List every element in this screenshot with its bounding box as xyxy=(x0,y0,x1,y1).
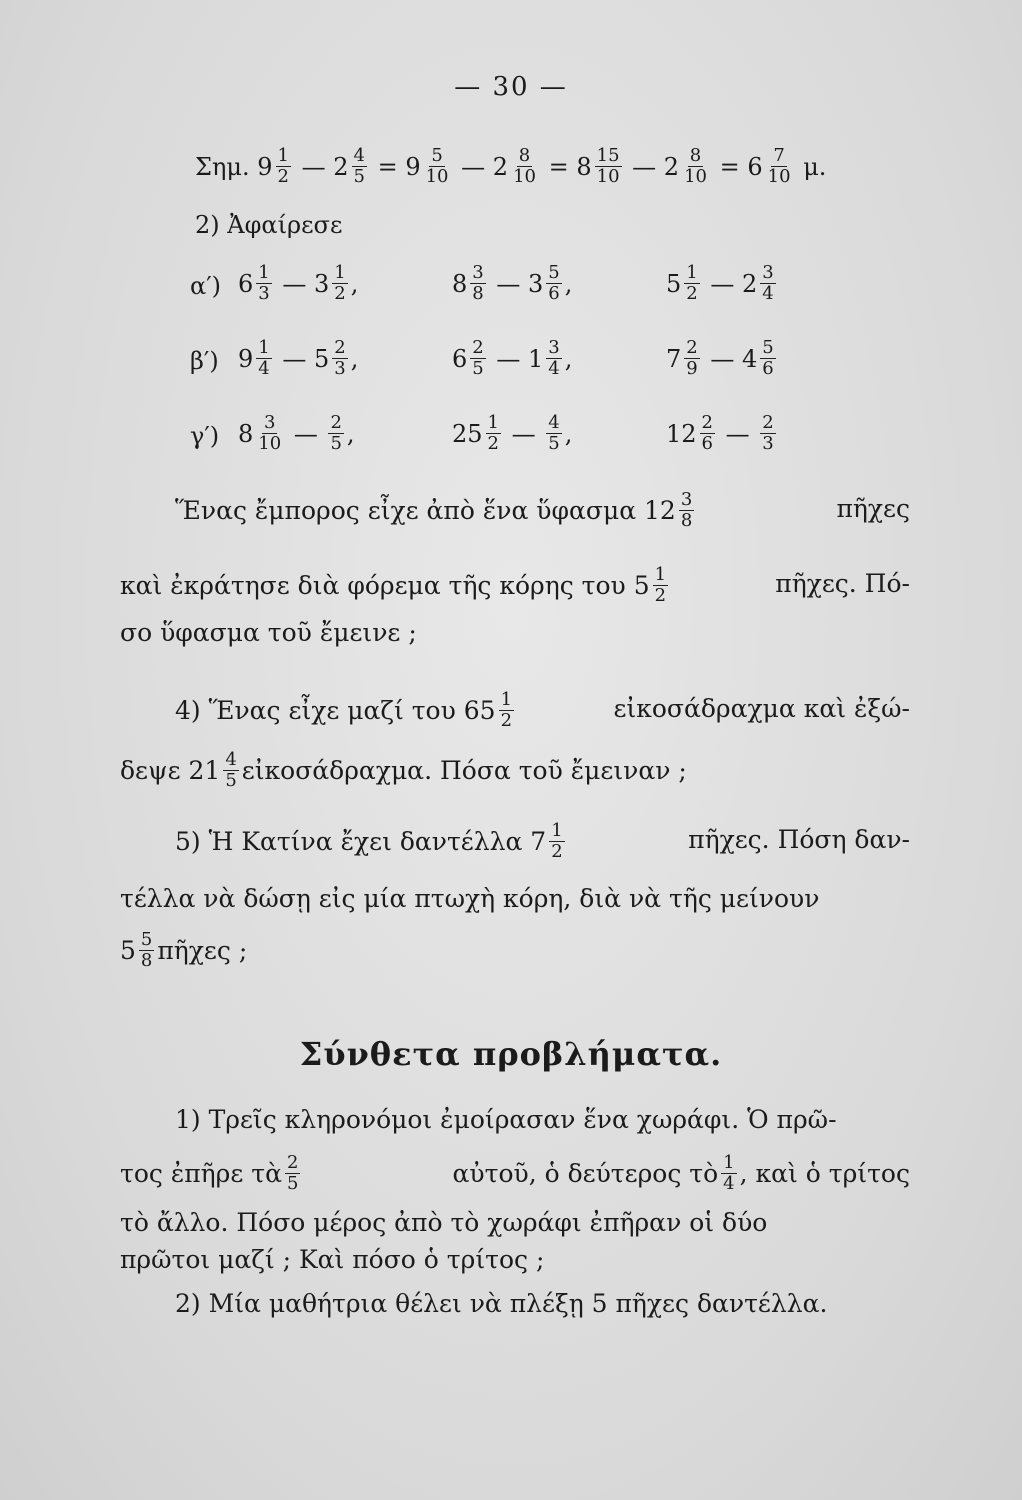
problem4-text-a: 4) Ἕνας εἶχε μαζί του 65 xyxy=(175,696,496,725)
solution-label: Σημ. xyxy=(195,153,250,181)
problem4-text-d: εἰκοσάδραχμα. Πόσα τοῦ ἔμειναν ; xyxy=(241,756,687,785)
subtraction-item: 12 $\frac{2}{6}$ — $\frac{2}{3}$ xyxy=(666,415,880,456)
operator: = xyxy=(369,153,406,181)
problem3-fraction1: $\frac{3}{8}$ xyxy=(680,489,693,531)
minuend: 25 $\frac{1}{2}$ xyxy=(452,412,499,454)
subtrahend: 3 $\frac{1}{2}$ xyxy=(314,262,346,304)
c1-text-a: τος ἐπῆρε τὰ xyxy=(120,1159,282,1188)
page-number: — 30 — xyxy=(454,72,568,102)
problem4-text-c: δεψε 21 xyxy=(120,756,221,785)
subtraction-item: 8 $\frac{3}{10}$ — $\frac{2}{5}$ , xyxy=(238,412,355,454)
minuend: 7 $\frac{2}{9}$ xyxy=(666,337,698,379)
c1-line2 xyxy=(120,1152,910,1196)
exercise-row xyxy=(190,412,880,456)
mixed-number: 2 $\frac{8}{10}$ xyxy=(492,145,536,187)
subtrahend: $\frac{2}{3}$ xyxy=(762,412,774,454)
problem3-text-d: πῆχες. Πό- xyxy=(775,569,910,598)
subtrahend: 2 $\frac{3}{4}$ xyxy=(742,262,774,304)
minuend: 9 $\frac{1}{4}$ xyxy=(238,337,270,379)
subtraction-item: 25 $\frac{1}{2}$ — $\frac{4}{5}$ , xyxy=(452,412,573,454)
c1-fraction2: $\frac{1}{4}$ xyxy=(723,1152,735,1194)
problem3-line2 xyxy=(120,564,910,608)
c2-line1: 2) Μία μαθήτρια θέλει νὰ πλέξῃ 5 πῆχες δαντέλλα. xyxy=(175,1289,828,1318)
operator: — xyxy=(624,153,664,181)
c1-text-c: , καὶ ὁ τρίτος xyxy=(739,1159,910,1188)
problem3-text-b: πῆχες xyxy=(836,494,910,523)
subtraction-item: 7 $\frac{2}{9}$ — 4 $\frac{5}{6}$ xyxy=(666,340,880,381)
problem4-fraction1: $\frac{1}{2}$ xyxy=(500,689,513,731)
problem5-text-a: 5) Ἡ Κατίνα ἔχει δαντέλλα 7 xyxy=(175,827,547,856)
subtrahend: 1 $\frac{3}{4}$ xyxy=(528,337,560,379)
operator: — xyxy=(453,153,493,181)
problem3-line3: σο ὕφασμα τοῦ ἔμεινε ; xyxy=(120,618,417,647)
subtrahend: 5 $\frac{2}{3}$ xyxy=(314,337,346,379)
problem5-text-c: 5 xyxy=(120,936,136,965)
problem5-fraction1: $\frac{1}{2}$ xyxy=(551,820,563,862)
subtraction-item: 9 $\frac{1}{4}$ — 5 $\frac{2}{3}$ , xyxy=(238,337,359,379)
section-heading: Σύνθετα προβλήματα. xyxy=(299,1035,723,1073)
subtrahend: $\frac{2}{5}$ xyxy=(330,412,342,454)
problem3-line1 xyxy=(120,489,910,533)
mixed-number: 2 $\frac{8}{10}$ xyxy=(663,145,707,187)
exercise2-title: 2) Ἀφαίρεσε xyxy=(195,211,343,239)
row-label: β′) xyxy=(190,346,219,375)
c1-line3: τὸ ἄλλο. Πόσο μέρος ἀπὸ τὸ χωράφι ἐπῆραν οἱ δύο xyxy=(120,1208,768,1237)
problem3-fraction2: $\frac{1}{2}$ xyxy=(654,564,667,606)
problem3-text-c: καὶ ἐκράτησε διὰ φόρεμα τῆς κόρης του 5 xyxy=(120,571,650,600)
problem3-text-a: Ἕνας ἔμπορος εἶχε ἀπὸ ἕνα ὕφασμα 12 xyxy=(175,496,676,525)
operator: = xyxy=(711,153,748,181)
problem5-text-d: πῆχες ; xyxy=(157,936,248,965)
problem4-text-b: εἰκοσάδραχμα καὶ ἐξώ- xyxy=(613,694,910,723)
subtraction-item: 5 $\frac{1}{2}$ — 2 $\frac{3}{4}$ xyxy=(666,265,880,306)
problem5-line3 xyxy=(120,929,910,973)
problem4-line1 xyxy=(120,689,910,733)
problem4-line2 xyxy=(120,749,910,793)
mixed-number: 9 $\frac{1}{2}$ xyxy=(257,145,289,187)
exercise-row xyxy=(190,337,880,381)
subtrahend: 3 $\frac{5}{6}$ xyxy=(528,262,560,304)
solution-line xyxy=(195,145,895,189)
minuend: 6 $\frac{1}{3}$ xyxy=(238,262,270,304)
problem4-fraction2: $\frac{4}{5}$ xyxy=(225,749,237,791)
minuend: 5 $\frac{1}{2}$ xyxy=(666,262,698,304)
mixed-number: 2 $\frac{4}{5}$ xyxy=(333,145,365,187)
subtraction-item: 6 $\frac{1}{3}$ — 3 $\frac{1}{2}$ , xyxy=(238,262,359,304)
c1-line1: 1) Τρεῖς κληρονόμοι ἐμοίρασαν ἕνα χωράφι. Ὁ πρῶ- xyxy=(175,1105,837,1134)
mixed-number: 9 $\frac{5}{10}$ xyxy=(405,145,449,187)
problem5-line1 xyxy=(120,820,910,864)
minuend: 6 $\frac{2}{5}$ xyxy=(452,337,484,379)
minuend: 8 $\frac{3}{8}$ xyxy=(452,262,484,304)
c1-line4: πρῶτοι μαζί ; Καὶ πόσο ὁ τρίτος ; xyxy=(120,1245,545,1274)
solution-expression xyxy=(257,145,795,187)
minuend: 8 $\frac{3}{10}$ xyxy=(238,412,282,454)
minuend: 12 $\frac{2}{6}$ xyxy=(666,412,713,454)
row-label: α′) xyxy=(190,271,222,300)
mixed-number: 8 $\frac{15}{10}$ xyxy=(576,145,620,187)
subtrahend: $\frac{4}{5}$ xyxy=(548,412,560,454)
operator: — xyxy=(293,153,334,181)
subtraction-item: 8 $\frac{3}{8}$ — 3 $\frac{5}{6}$ , xyxy=(452,262,573,304)
exercise-row xyxy=(190,262,880,306)
solution-unit: μ. xyxy=(803,153,827,181)
c1-text-b: αὐτοῦ, ὁ δεύτερος τὸ xyxy=(452,1159,719,1188)
operator: = xyxy=(540,153,577,181)
problem5-line2: τέλλα νὰ δώσῃ εἰς μία πτωχὴ κόρη, διὰ νὰ τῆς μείνουν xyxy=(120,884,820,913)
row-label: γ′) xyxy=(190,421,220,450)
c1-fraction1: $\frac{2}{5}$ xyxy=(286,1152,299,1194)
subtrahend: 4 $\frac{5}{6}$ xyxy=(742,337,774,379)
problem5-text-b: πῆχες. Πόση δαν- xyxy=(688,825,910,854)
mixed-number: 6 $\frac{7}{10}$ xyxy=(747,145,791,187)
subtraction-item: 6 $\frac{2}{5}$ — 1 $\frac{3}{4}$ , xyxy=(452,337,573,379)
problem5-fraction2: $\frac{5}{8}$ xyxy=(140,929,153,971)
